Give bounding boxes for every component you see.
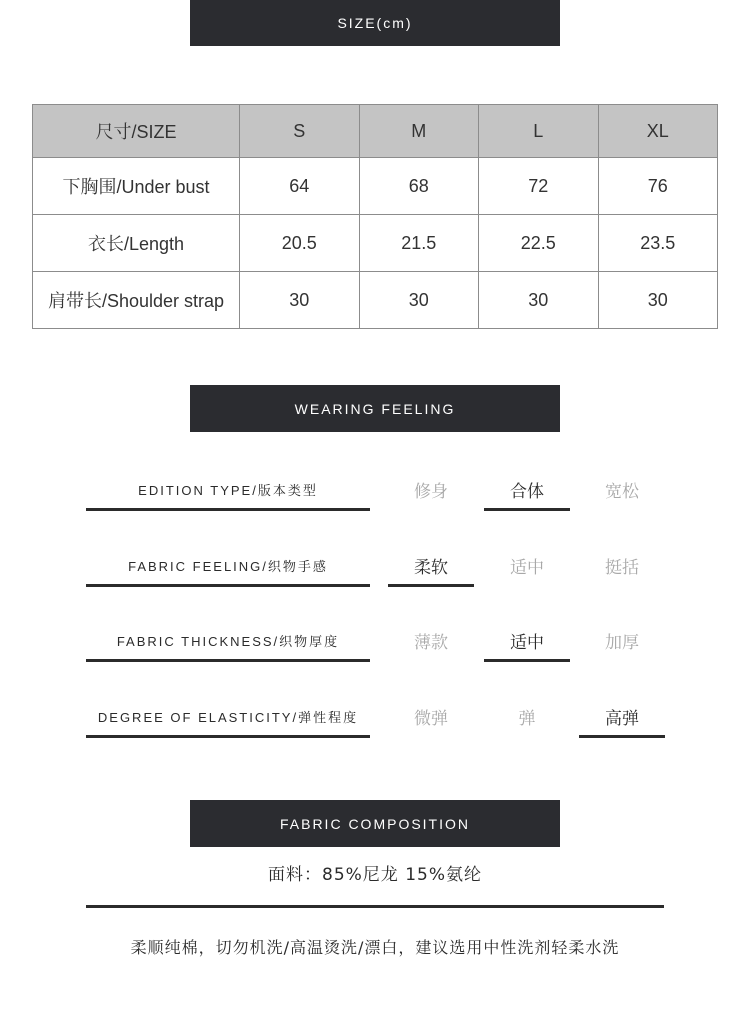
wearing-section-banner [190,385,560,432]
row-label: 下胸围/Under bust [33,158,240,215]
feeling-option: 挺括 [605,557,639,578]
size-table-header-row [33,105,718,158]
wearing-section-title: WEARING FEELING [294,400,456,417]
table-row [33,215,718,272]
feeling-label: DEGREE OF ELASTICITY/弹性程度 [86,697,370,738]
feeling-option: 宽松 [605,481,639,502]
feeling-row-edition-type [0,470,750,526]
size-table [32,104,718,329]
feeling-row-fabric-thickness [0,621,750,677]
feeling-label: EDITION TYPE/版本类型 [86,470,370,511]
table-cell: 21.5 [359,215,479,272]
care-instructions-text: 柔顺纯棉，切勿机洗/高温烫洗/漂白，建议选用中性洗剂轻柔水洗 [130,938,620,957]
feeling-row-elasticity [0,697,750,753]
feeling-option: 适中 [510,557,544,578]
feeling-option: 微弹 [414,708,448,729]
table-row [33,272,718,329]
table-cell: 30 [479,272,599,329]
table-cell: 22.5 [479,215,599,272]
table-row [33,158,718,215]
feeling-option-selected: 高弹 [579,697,665,738]
size-header-cell: 尺寸/SIZE [33,105,240,158]
size-section-banner [190,0,560,46]
feeling-label: FABRIC FEELING/织物手感 [86,546,370,587]
table-cell: 64 [240,158,360,215]
feeling-option: 修身 [414,481,448,502]
table-cell: 23.5 [598,215,718,272]
size-header-cell: XL [598,105,718,158]
table-cell: 72 [479,158,599,215]
feeling-row-fabric-feeling [0,546,750,602]
table-cell: 76 [598,158,718,215]
table-cell: 68 [359,158,479,215]
table-cell: 30 [359,272,479,329]
divider [86,905,664,908]
fabric-section-banner [190,800,560,847]
fabric-section-title: FABRIC COMPOSITION [279,815,470,832]
feeling-label: FABRIC THICKNESS/织物厚度 [86,621,370,662]
feeling-option-selected: 合体 [484,470,570,511]
feeling-option-selected: 适中 [484,621,570,662]
table-cell: 30 [240,272,360,329]
table-cell: 30 [598,272,718,329]
row-label: 肩带长/Shoulder strap [33,272,240,329]
feeling-option: 薄款 [414,632,448,653]
size-section-title: SIZE(cm) [337,15,413,31]
table-cell: 20.5 [240,215,360,272]
row-label: 衣长/Length [33,215,240,272]
feeling-option: 弹 [518,708,536,729]
feeling-option-selected: 柔软 [388,546,474,587]
feeling-option: 加厚 [605,632,639,653]
size-header-cell: S [240,105,360,158]
fabric-composition-text: 面料：85%尼龙 15%氨纶 [268,865,482,885]
size-header-cell: L [479,105,599,158]
size-header-cell: M [359,105,479,158]
